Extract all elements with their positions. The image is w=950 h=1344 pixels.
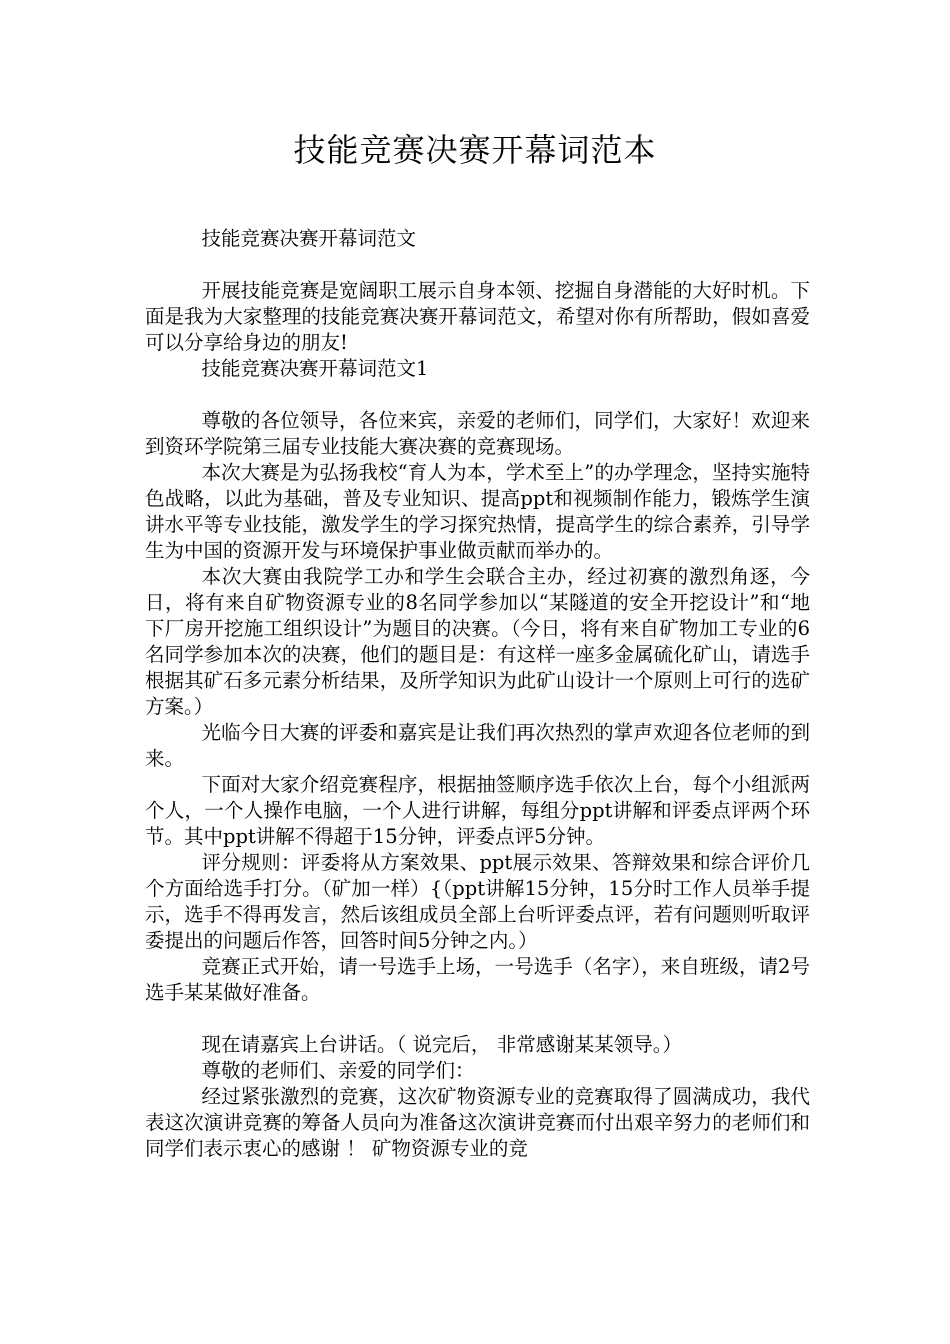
paragraph-heading-1: 技能竞赛决赛开幕词范文1	[201, 357, 429, 380]
paragraph-procedure: 下面对大家介绍竞赛程序，根据抽签顺序选手依次上台，每个小组派两个人，一个人操作电脑，一个人进行讲解，每组分ppt讲解和评委点评两个环节。其中ppt讲解不得超于15分钟，评委点评5分钟。	[145, 773, 810, 848]
paragraph-guest-speech: 现在请嘉宾上台讲话。（ 说完后， 非常感谢某某领导。）	[201, 1033, 682, 1056]
document-body	[145, 226, 810, 1162]
document-title: 技能竞赛决赛开幕词范本	[293, 131, 657, 169]
paragraph-start: 竞赛正式开始，请一号选手上场，一号选手（名字），来自班级，请2号选手某某做好准备。	[145, 955, 810, 1004]
document-subtitle: 技能竞赛决赛开幕词范文	[201, 227, 417, 250]
paragraph-scoring-rules: 评分规则：评委将从方案效果、ppt展示效果、答辩效果和综合评价几个方面给选手打分。（矿加一样）{（ppt讲解15分钟，15分时工作人员举手提示，选手不得再发言，然后该组成员全部上台听评委点评，若有问题则听取评委提出的问题后作答，回答时间5分钟之内。）	[145, 851, 810, 952]
paragraph-organizers: 本次大赛由我院学工办和学生会联合主办，经过初赛的激烈角逐，今日，将有来自矿物资源专业的8名同学参加以“某隧道的安全开挖设计”和“地下厂房开挖施工组织设计”为题目的决赛。（今日，将有来自矿物加工专业的6名同学参加本次的决赛，他们的题目是：有这样一座多金属硫化矿山，请选手根据其矿石多元素分析结果，及所学知识为此矿山设计一个原则上可行的选矿方案。）	[145, 565, 810, 718]
paragraph-judges: 光临今日大赛的评委和嘉宾是让我们再次热烈的掌声欢迎各位老师的到来。	[145, 721, 810, 770]
paragraph-intro: 开展技能竞赛是宽阔职工展示自身本领、挖掘自身潜能的大好时机。下面是我为大家整理的技能竞赛决赛开幕词范文，希望对你有所帮助，假如喜爱可以分享给身边的朋友!	[145, 279, 810, 354]
paragraph-closing: 经过紧张激烈的竞赛，这次矿物资源专业的竞赛取得了圆满成功，我代表这次演讲竞赛的筹备人员向为准备这次演讲竞赛而付出艰辛努力的老师们和同学们表示衷心的感谢 ！ 矿物资源专业的竞	[145, 1085, 810, 1160]
paragraph-purpose: 本次大赛是为弘扬我校“育人为本，学术至上”的办学理念，坚持实施特色战略，以此为基础，普及专业知识、提高ppt和视频制作能力，锻炼学生演讲水平等专业技能，激发学生的学习探究热情，提高学生的综合素养，引导学生为中国的资源开发与环境保护事业做贡献而举办的。	[145, 461, 810, 562]
paragraph-greeting: 尊敬的各位领导，各位来宾，亲爱的老师们，同学们，大家好！欢迎来到资环学院第三届专业技能大赛决赛的竞赛现场。	[145, 409, 810, 458]
paragraph-salutation: 尊敬的老师们、亲爱的同学们：	[201, 1059, 475, 1082]
